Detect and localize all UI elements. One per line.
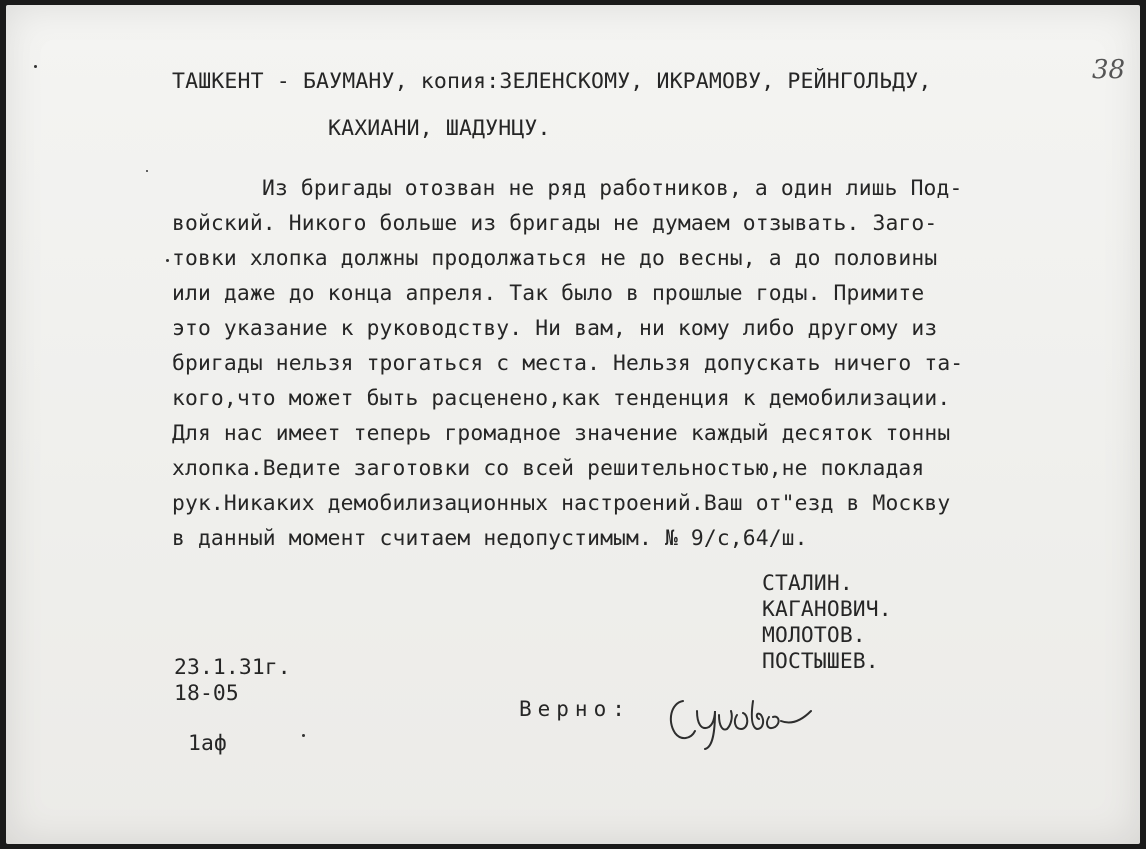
- verification-label: Верно:: [519, 697, 631, 721]
- signatory-name: МОЛОТОВ.: [762, 623, 866, 648]
- paper-speck: [34, 65, 37, 68]
- body-line: Из бригады отозван не ряд работников, а один лишь Под-: [262, 176, 963, 201]
- paper-speck: [166, 259, 169, 262]
- address-line-1: ТАШКЕНТ - БАУМАНУ, копия:ЗЕЛЕНСКОМУ, ИКРАМОВУ, РЕЙНГОЛЬДУ,: [172, 69, 932, 94]
- paper-speck: [146, 170, 148, 172]
- body-line: товки хлопка должны продолжаться не до весны, а до половины: [172, 246, 938, 271]
- body-line: войский. Никого больше из бригады не думаем отзывать. Заго-: [172, 211, 938, 236]
- signatory-name: СТАЛИН.: [762, 571, 853, 596]
- paper-speck: [302, 734, 305, 737]
- signatory-name: КАГАНОВИЧ.: [762, 597, 892, 622]
- date-text: 23.1.31г.: [174, 655, 291, 680]
- body-line: бригады нельзя трогаться с места. Нельзя допускать ничего та-: [172, 351, 964, 376]
- signatory-name: ПОСТЫШЕВ.: [762, 649, 879, 674]
- time-text: 18-05: [174, 681, 239, 706]
- body-line: хлопка.Ведите заготовки со всей решительностью,не покладая: [172, 456, 925, 481]
- copy-mark: 1аф: [188, 731, 227, 756]
- handwritten-signature: [661, 681, 821, 751]
- body-line: кого,что может быть расценено,как тенденция к демобилизации.: [172, 386, 951, 411]
- body-line: это указание к руководству. Ни вам, ни кому либо другому из: [172, 316, 938, 341]
- address-line-2: КАХИАНИ, ШАДУНЦУ.: [328, 116, 551, 141]
- body-line: или даже до конца апреля. Так было в прошлые годы. Примите: [172, 281, 925, 306]
- body-line: рук.Никаких демобилизационных настроений.Ваш от"езд в Москву: [172, 491, 951, 516]
- archive-page-number: 38: [1092, 55, 1126, 85]
- body-line: Для нас имеет теперь громадное значение каждый десяток тонны: [172, 421, 951, 446]
- body-line: в данный момент считаем недопустимым. № 9/с,64/ш.: [172, 526, 808, 551]
- document-sheet: [6, 5, 1140, 844]
